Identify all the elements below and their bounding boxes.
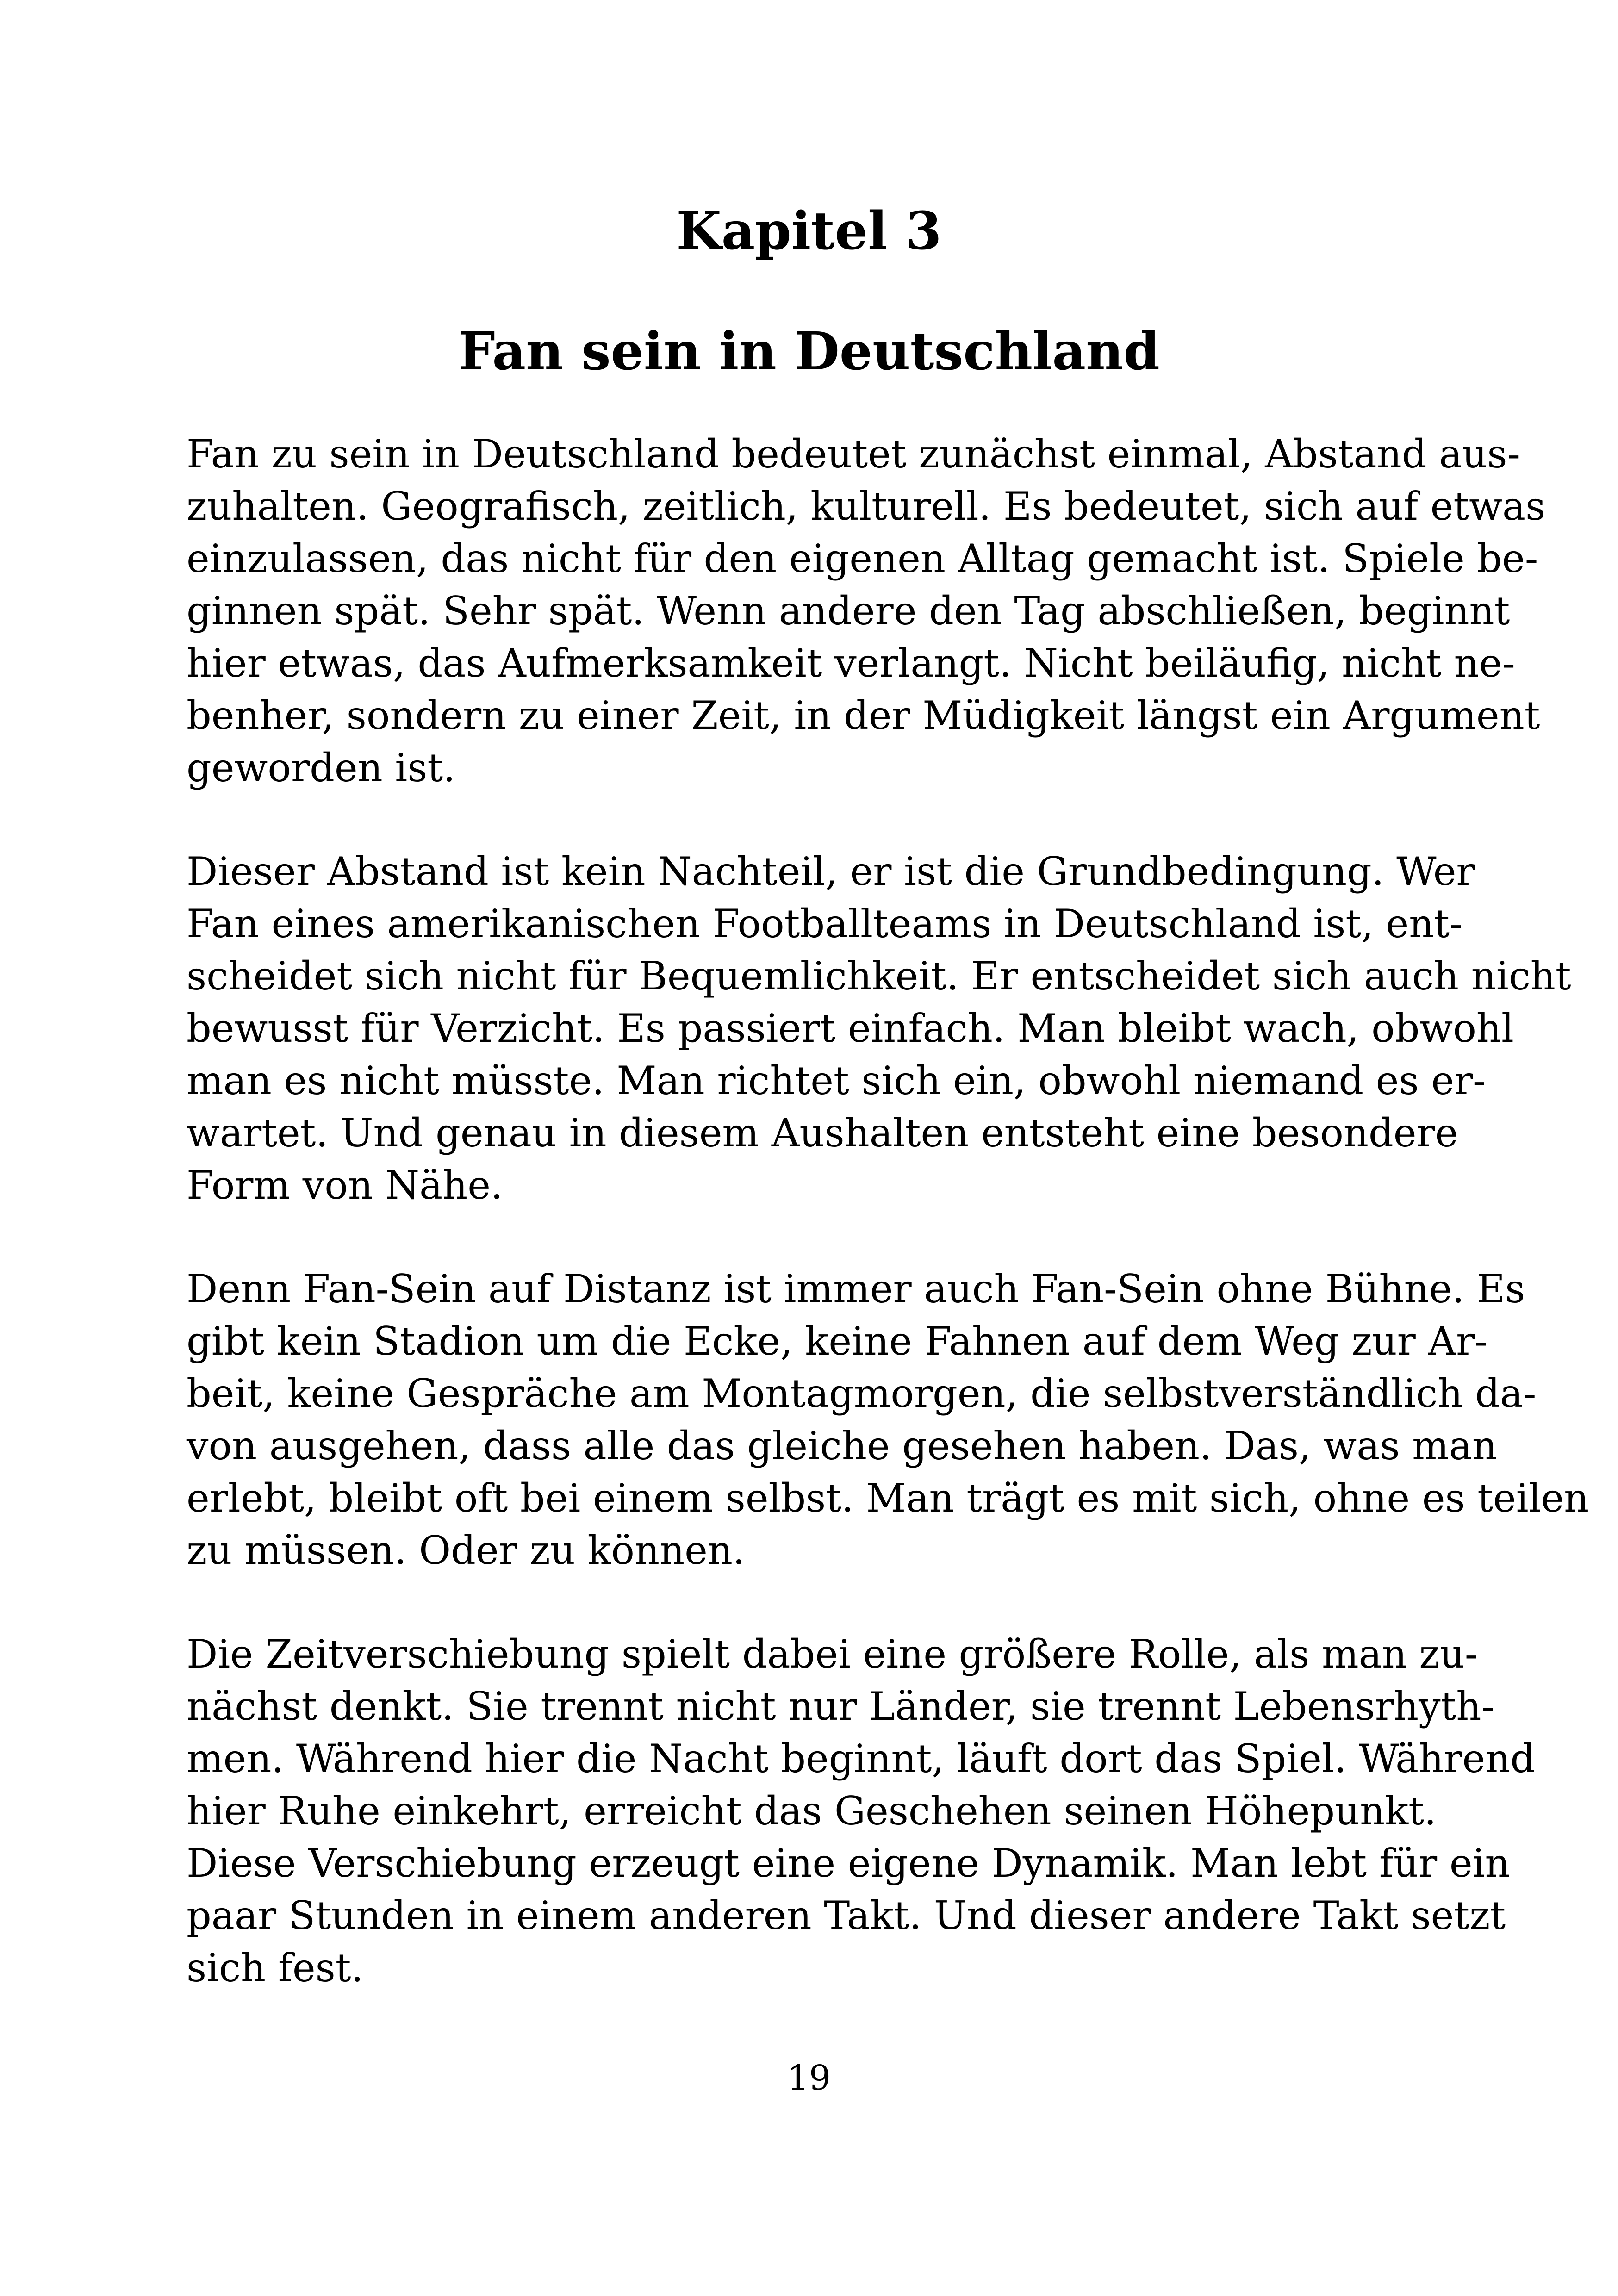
text-line: men. Während hier die Nacht beginnt, läuft dort das Spiel. Während (187, 1736, 1536, 1781)
text-line: zuhalten. Geografisch, zeitlich, kulturell. Es bedeutet, sich auf etwas (187, 484, 1546, 529)
text-line: Fan zu sein in Deutschland bedeutet zunächst einmal, Abstand aus- (187, 431, 1520, 477)
text-line: erlebt, bleibt oft bei einem selbst. Man trägt es mit sich, ohne es teilen (187, 1475, 1589, 1521)
text-line: benher, sondern zu einer Zeit, in der Müdigkeit längst ein Argument (187, 693, 1540, 738)
text-line: gibt kein Stadion um die Ecke, keine Fahnen auf dem Weg zur Ar- (187, 1319, 1488, 1364)
text-line: einzulassen, das nicht für den eigenen Alltag gemacht ist. Spiele be- (187, 536, 1538, 581)
chapter-title: Fan sein in Deutschland (458, 321, 1160, 382)
text-line: hier Ruhe einkehrt, erreicht das Geschehen seinen Höhepunkt. (187, 1788, 1437, 1834)
text-line: bewusst für Verzicht. Es passiert einfach. Man bleibt wach, obwohl (187, 1006, 1514, 1051)
text-line: zu müssen. Oder zu können. (187, 1528, 745, 1573)
text-line: Diese Verschiebung erzeugt eine eigene Dynamik. Man lebt für ein (187, 1841, 1510, 1886)
text-line: Fan eines amerikanischen Footballteams in Deutschland ist, ent- (187, 901, 1463, 946)
text-line: von ausgehen, dass alle das gleiche gesehen haben. Das, was man (187, 1423, 1497, 1468)
text-line: ginnen spät. Sehr spät. Wenn andere den Tag abschließen, beginnt (187, 588, 1510, 634)
text-line: Die Zeitverschiebung spielt dabei eine größere Rolle, als man zu- (187, 1631, 1478, 1677)
text-line: paar Stunden in einem anderen Takt. Und dieser andere Takt setzt (187, 1893, 1506, 1938)
chapter-label: Kapitel 3 (676, 201, 942, 261)
paragraph (187, 1263, 1589, 1577)
text-line: Denn Fan-Sein auf Distanz ist immer auch Fan-Sein ohne Bühne. Es (187, 1266, 1525, 1312)
paragraph (187, 846, 1571, 1212)
text-line: wartet. Und genau in diesem Aushalten entsteht eine besondere (187, 1110, 1458, 1156)
text-line: scheidet sich nicht für Bequemlichkeit. Er entscheidet sich auch nicht (187, 953, 1571, 999)
text-line: Form von Nähe. (187, 1163, 503, 1208)
text-line: hier etwas, das Aufmerksamkeit verlangt. Nicht beiläufig, nicht ne- (187, 641, 1515, 686)
text-line: Dieser Abstand ist kein Nachteil, er ist die Grundbedingung. Wer (187, 849, 1475, 894)
page-number: 19 (787, 2058, 831, 2098)
text-line: man es nicht müsste. Man richtet sich ein, obwohl niemand es er- (187, 1058, 1486, 1103)
text-line: nächst denkt. Sie trennt nicht nur Länder, sie trennt Lebensrhyth- (187, 1684, 1494, 1729)
text-line: sich fest. (187, 1945, 364, 1991)
text-line: geworden ist. (187, 745, 455, 790)
paragraph (187, 1628, 1536, 1994)
text-line: beit, keine Gespräche am Montagmorgen, die selbstverständlich da- (187, 1371, 1537, 1416)
body-text (187, 428, 1589, 2046)
paragraph (187, 428, 1546, 794)
